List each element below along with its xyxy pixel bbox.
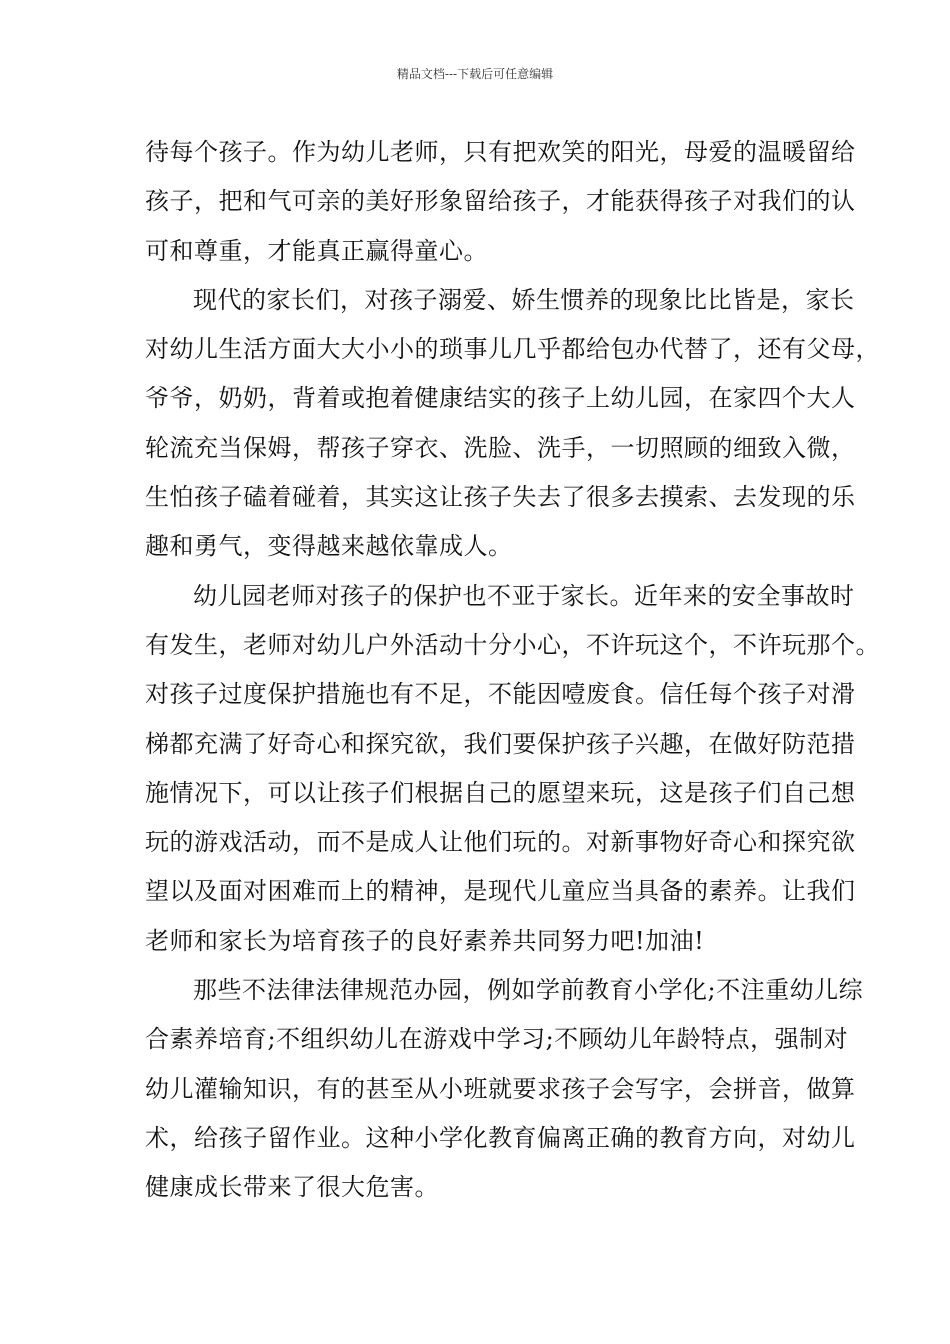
text-line: 幼儿园老师对孩子的保护也不亚于家长。近年来的安全事故时 <box>193 581 855 610</box>
text-line: 孩子，把和气可亲的美好形象留给孩子，才能获得孩子对我们的认 <box>145 187 856 216</box>
page-header: 精品文档---下载后可任意编辑 <box>396 67 554 81</box>
text-line: 施情况下，可以让孩子们根据自己的愿望来玩，这是孩子们自己想 <box>145 778 856 807</box>
text-line: 现代的家长们，对孩子溺爱、娇生惯养的现象比比皆是，家长 <box>193 285 855 314</box>
text-line: 望以及面对困难而上的精神，是现代儿童应当具备的素养。让我们 <box>145 877 856 906</box>
text-line: 健康成长带来了很大危害。 <box>145 1173 439 1202</box>
text-line: 玩的游戏活动，而不是成人让他们玩的。对新事物好奇心和探究欲 <box>145 828 856 857</box>
text-line: 幼儿灌输知识，有的甚至从小班就要求孩子会写字，会拼音，做算 <box>145 1074 856 1103</box>
text-line: 合素养培育;不组织幼儿在游戏中学习;不顾幼儿年龄特点，强制对 <box>145 1025 849 1054</box>
text-line: 轮流充当保姆，帮孩子穿衣、洗脸、洗手，一切照顾的细致入微， <box>145 433 856 462</box>
text-line: 术，给孩子留作业。这种小学化教育偏离正确的教育方向，对幼儿 <box>145 1123 856 1152</box>
text-line: 有发生，老师对幼儿户外活动十分小心，不许玩这个，不许玩那个。 <box>145 630 880 659</box>
text-line: 可和尊重，才能真正赢得童心。 <box>145 236 488 265</box>
text-line: 那些不法律法律规范办园，例如学前教育小学化;不注重幼儿综 <box>193 976 864 1005</box>
text-line: 对孩子过度保护措施也有不足，不能因噎废食。信任每个孩子对滑 <box>145 680 856 709</box>
text-line: 对幼儿生活方面大大小小的琐事儿几乎都给包办代替了，还有父母， <box>145 335 880 364</box>
text-line: 待每个孩子。作为幼儿老师，只有把欢笑的阳光，母爱的温暖留给 <box>145 138 856 166</box>
text-line: 生怕孩子磕着碰着，其实这让孩子失去了很多去摸索、去发现的乐 <box>145 483 856 512</box>
paragraph <box>145 966 864 1212</box>
text-line: 爷爷，奶奶，背着或抱着健康结实的孩子上幼儿园，在家四个大人 <box>145 384 856 413</box>
text-line: 梯都充满了好奇心和探究欲，我们要保护孩子兴趣，在做好防范措 <box>145 729 856 758</box>
document-body <box>145 128 880 1213</box>
paragraph <box>145 572 880 966</box>
paragraph <box>145 128 856 276</box>
text-line: 趣和勇气，变得越来越依靠成人。 <box>145 532 513 561</box>
text-line: 老师和家长为培育孩子的良好素养共同努力吧!加油! <box>145 926 705 955</box>
paragraph <box>145 276 880 572</box>
